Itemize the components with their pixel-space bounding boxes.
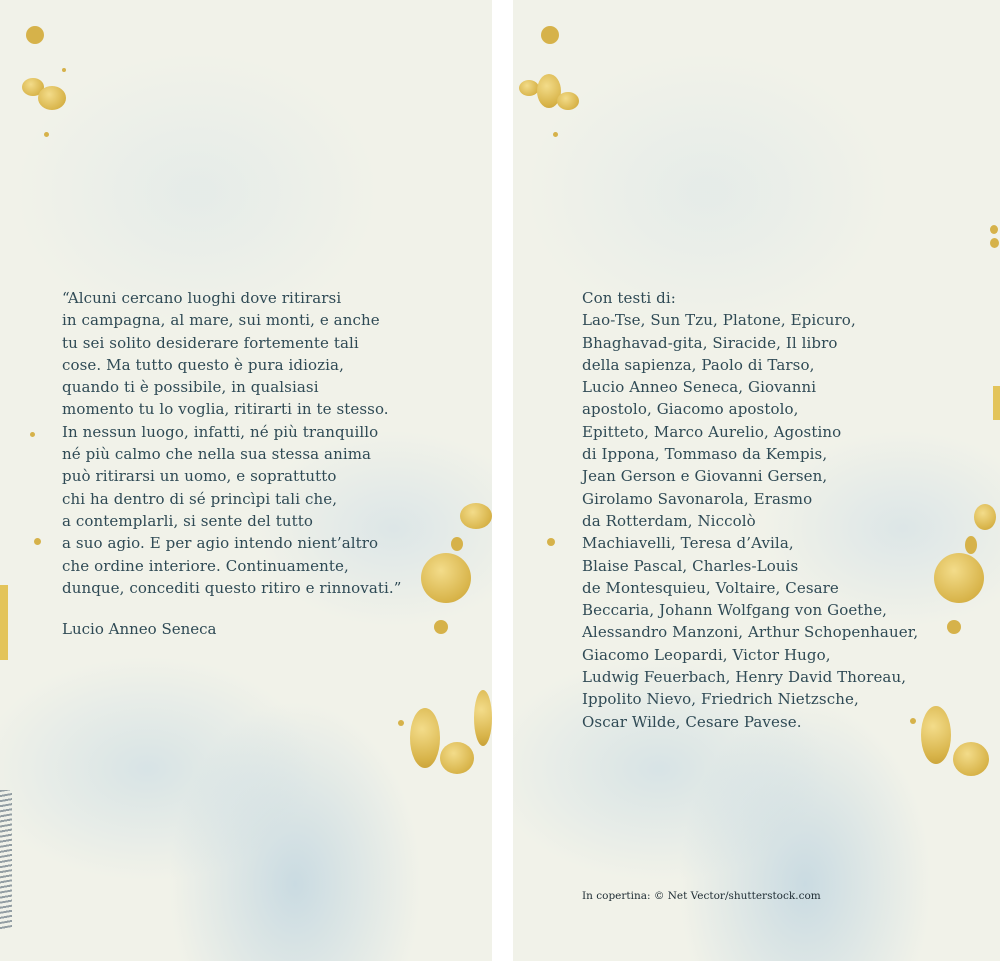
gold-speck	[434, 620, 448, 634]
gold-edge	[993, 386, 1000, 420]
quote-line: chi ha dentro di sé princìpi tali che,	[62, 489, 338, 508]
page-gutter	[492, 0, 513, 961]
quote-line: né più calmo che nella sua stessa anima	[62, 445, 372, 464]
authors-line: Machiavelli, Teresa d’Avila,	[582, 534, 794, 553]
authors-line: Giacomo Leopardi, Victor Hugo,	[582, 645, 831, 664]
gold-splash	[474, 690, 492, 746]
authors-line: Beccaria, Johann Wolfgang von Goethe,	[582, 601, 888, 620]
quote-line: che ordine interiore. Continuamente,	[62, 556, 349, 575]
gold-speck	[30, 432, 35, 437]
authors-line: Ludwig Feuerbach, Henry David Thoreau,	[582, 668, 907, 687]
authors-list	[582, 287, 918, 733]
gold-speck	[398, 720, 404, 726]
authors-line: Lucio Anneo Seneca, Giovanni	[582, 378, 817, 397]
gold-splash	[440, 742, 474, 774]
gold-splash	[934, 553, 984, 603]
authors-line: de Montesquieu, Voltaire, Cesare	[582, 578, 839, 597]
gold-speck	[34, 538, 41, 545]
gold-speck	[62, 68, 66, 72]
quote-line: in campagna, al mare, sui monti, e anche	[62, 311, 380, 330]
quote-author: Lucio Anneo Seneca	[62, 620, 217, 638]
gold-speck	[990, 225, 998, 234]
gold-splash	[921, 706, 951, 764]
gold-edge	[0, 585, 8, 660]
quote-line: momento tu lo voglia, ritirarti in te stesso.	[62, 400, 389, 419]
authors-line: Bhaghavad-gita, Siracide, Il libro	[582, 333, 838, 352]
gold-splash	[953, 742, 989, 776]
gold-splash	[974, 504, 996, 530]
gold-speck	[553, 132, 558, 137]
authors-line: Blaise Pascal, Charles-Louis	[582, 556, 799, 575]
gold-speck	[44, 132, 49, 137]
feather-decoration	[0, 790, 12, 930]
gold-speck	[947, 620, 961, 634]
gold-splash	[557, 92, 579, 110]
authors-line: Con testi di:	[582, 289, 676, 307]
quote-line: può ritirarsi un uomo, e soprattutto	[62, 467, 337, 486]
cover-credits: In copertina: © Net Vector/shutterstock.com	[582, 890, 821, 902]
authors-line: di Ippona, Tommaso da Kempis,	[582, 445, 828, 464]
gold-splash	[38, 86, 66, 110]
authors-line: Epitteto, Marco Aurelio, Agostino	[582, 422, 842, 441]
quote-line: In nessun luogo, infatti, né più tranquillo	[62, 422, 379, 441]
authors-line: della sapienza, Paolo di Tarso,	[582, 355, 815, 374]
authors-line: Ippolito Nievo, Friedrich Nietzsche,	[582, 690, 859, 709]
authors-line: apostolo, Giacomo apostolo,	[582, 400, 799, 419]
gold-splash	[421, 553, 471, 603]
gold-splash	[410, 708, 440, 768]
gold-speck	[965, 536, 977, 554]
authors-line: da Rotterdam, Niccolò	[582, 511, 756, 530]
quote-line: “Alcuni cercano luoghi dove ritirarsi	[62, 289, 342, 307]
quote-line: a contemplarli, si sente del tutto	[62, 511, 313, 530]
gold-splash	[460, 503, 492, 529]
authors-line: Oscar Wilde, Cesare Pavese.	[582, 712, 802, 731]
authors-line: Lao-Tse, Sun Tzu, Platone, Epicuro,	[582, 311, 856, 330]
quote-line: cose. Ma tutto questo è pura idiozia,	[62, 355, 344, 374]
authors-line: Jean Gerson e Giovanni Gersen,	[582, 467, 828, 486]
gold-speck	[547, 538, 555, 546]
gold-speck	[990, 238, 999, 248]
seneca-quote	[62, 287, 402, 599]
gold-splash	[26, 26, 44, 44]
quote-line: quando ti è possibile, in qualsiasi	[62, 378, 319, 397]
authors-line: Alessandro Manzoni, Arthur Schopenhauer,	[582, 623, 919, 642]
quote-line: a suo agio. E per agio intendo nient’altro	[62, 534, 379, 553]
gold-splash	[519, 80, 539, 96]
quote-line: tu sei solito desiderare fortemente tali	[62, 333, 359, 352]
gold-speck	[541, 26, 559, 44]
authors-line: Girolamo Savonarola, Erasmo	[582, 489, 813, 508]
quote-line: dunque, concediti questo ritiro e rinnovati.”	[62, 578, 402, 597]
gold-speck	[451, 537, 463, 551]
